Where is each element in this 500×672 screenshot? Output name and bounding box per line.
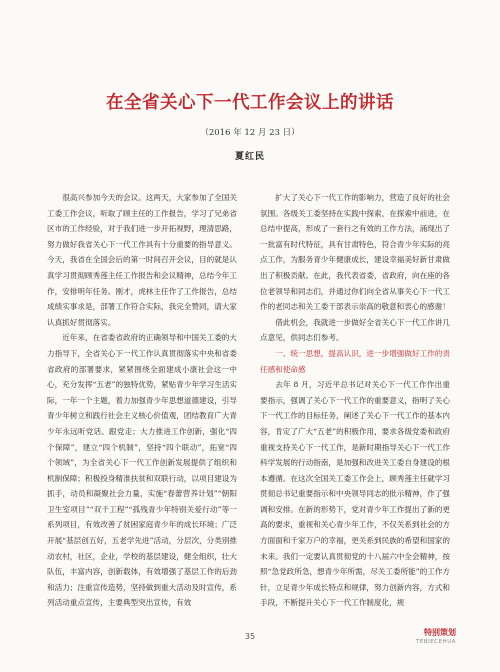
paragraph: 近年来，在省委省政府的正确领导和中国关工委的大力指导下，全省关心下一代工作认真贯彻落实中央和省委省政府的部署要求，紧紧围绕全面建成小康社会这一中心，充分发挥“五老”的独特优势，紧贴青少年学习生活实际，一年一个主题，着力加强青少年思想道德建设，引导青少年树立和践行社会主义核心价值观，团结教育广大青少年永远听党话、跟党走；大力推进工作创新，强化“四个保障”，建立“四个机制”，坚持“四个联动”，拓宽“四个领域”，为全省关心下一代工作创新发展提供了组织和机制保障；积极投身精准扶贫和双联行动，以项目建设为抓手，动员和凝聚社会力量，实施“春蕾营养计划”“朝阳卫生室项目”“双千工程”“孤残青少年特别关爱行动”等一系列项目，有效改善了贫困家庭青少年的成长环境；广泛开展“基层创五好，五老学先进”活动，分层次，分类别推动农村，社区，企业，学校的基层建设，健全组织，壮大队伍，丰富内容，创新载体，有效增强了基层工作的后劲和活力；注重宣传造势，坚持做到重大活动及时宣传，系列活动重点宣传，主要典型突出宣传，有效	[47, 333, 237, 608]
section-brand	[416, 628, 456, 646]
paragraph: 扩大了关心下一代工作的影响力，营造了良好的社会氛围。各级关工委坚持在实践中探索，在探索中前进，在总结中提高，形成了一套行之有效的工作方法，涌现出了一批富有时代特征，具有甘肃特色，符合青少年实际的亮点工作，为服务青少年健康成长，建设幸福美好新甘肃做出了积极贡献。在此，我代表省委，省政府，向在座的各位老领导和同志们，并通过你们向全省从事关心下一代工作的老同志和关工委干部表示崇高的敬意和衷心的感谢！	[260, 193, 450, 312]
article-title: 在全省关心下一代工作会议上的讲话	[106, 93, 394, 113]
right-column	[260, 190, 450, 630]
brand-en: TEBIECEHUA	[416, 639, 456, 645]
paragraph: 借此机会，我就进一步做好全省关心下一代工作讲几点意见，供同志们参考。	[260, 317, 450, 343]
page-number: 35	[244, 632, 256, 641]
brand-cn: 特别策划	[424, 628, 456, 637]
paragraph: 去年 8 月，习近平总书记对关心下一代工作作出重要指示，强调了关心下一代工作的重要意义，指明了关心下一代工作的目标任务，阐述了关心下一代工作的基本内容，肯定了广大“五老”的积极作用，要求各级党委和政府重视支持关心下一代工作，是新时期指导关心下一代工作科学发展的行动指南，是加强和改进关工委自身建设的根本遵循。在这次全国关工委工作会上，顾秀莲主任就学习贯彻总书记重要指示和中央领导同志的批示精神，作了强调和安排。在新的形势下，党对青少年工作提出了新的更高的要求，重视和关心青少年工作，不仅关系到社会的方方面面和千家万户的幸福，更关系到民族的希望和国家的未来。我们一定要认真贯彻党的十八届六中全会精神，按照“急党政所急，想青少年所需，尽关工委所能”的工作方针，立足青少年成长特点和规律，努力创新内容，方式和手段，不断提升关心下一代工作制度化，规	[260, 380, 450, 608]
article-author: 夏红民	[234, 152, 265, 162]
paragraph: 很高兴参加今天的会议。这两天，大家参加了全国关工委工作会议，听取了顾主任的工作报告，学习了兄弟省区市的工作经验，对于我们进一步开拓视野，理清思路，努力做好我省关心下一代工作具有十分重要的指导意义。今天，我省在全国会后的第一时间召开会议，目的就是认真学习贯彻顾秀莲主任工作报告和会议精神，总结今年工作，安排明年任务。刚才，虎林主任作了工作报告，总结成绩实事求是，部署工作符合实际，我完全赞同，请大家认真抓好贯彻落实。	[47, 193, 237, 327]
left-column	[47, 190, 237, 630]
section-heading: 一、统一思想，提高认识，进一步增强做好工作的责任感和使命感	[260, 348, 450, 374]
article-date: （2016 年 12 月 23 日）	[200, 128, 300, 138]
